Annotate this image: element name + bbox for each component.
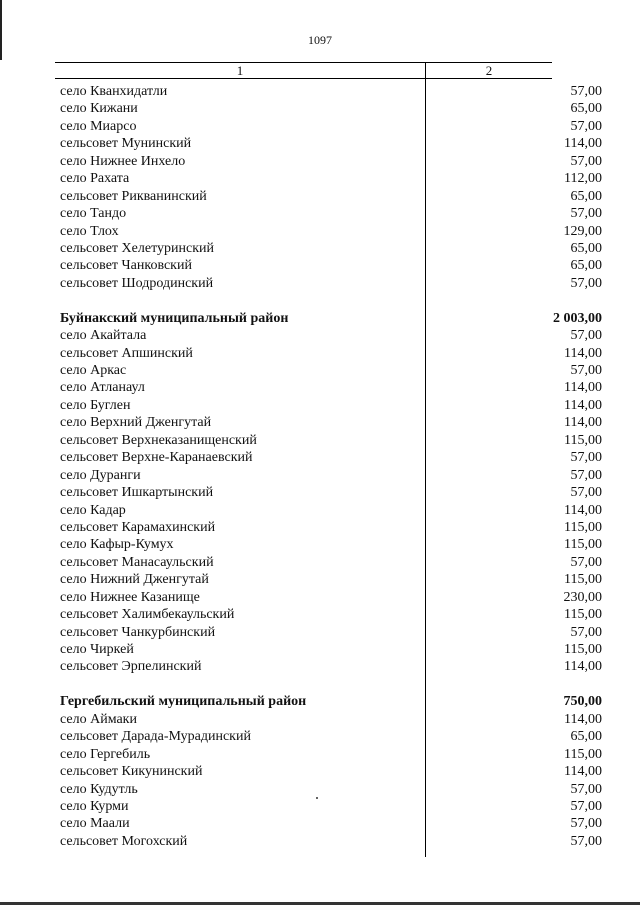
table-row bbox=[55, 519, 602, 536]
row-value: 57,00 bbox=[570, 816, 602, 832]
row-name: село Миарсо bbox=[60, 118, 137, 134]
table-row bbox=[55, 397, 602, 414]
row-name: село Аркас bbox=[60, 363, 127, 378]
row-name: сельсовет Дарада-Мурадинский bbox=[60, 729, 251, 745]
table-row bbox=[55, 711, 602, 728]
row-name: село Верхний Дженгутай bbox=[60, 415, 212, 431]
row-name: село Тлох bbox=[60, 223, 119, 239]
row-value: 114,00 bbox=[564, 502, 602, 518]
row-value: 57,00 bbox=[570, 554, 602, 570]
row-value: 114,00 bbox=[564, 415, 602, 431]
table-row bbox=[55, 763, 602, 780]
row-value: 57,00 bbox=[570, 153, 602, 169]
row-name: сельсовет Чанковский bbox=[60, 258, 192, 274]
table-row bbox=[55, 467, 602, 484]
table-row bbox=[55, 379, 602, 396]
table-row bbox=[55, 624, 602, 641]
row-name: сельсовет Карамахинский bbox=[60, 519, 216, 535]
table-row bbox=[55, 275, 602, 292]
row-value: 57,00 bbox=[570, 798, 602, 814]
district-total-row bbox=[55, 693, 602, 710]
row-name: сельсовет Эрпелинский bbox=[60, 659, 202, 675]
row-name: сельсовет Хелетуринский bbox=[60, 240, 214, 256]
row-name: село Аймаки bbox=[60, 711, 137, 727]
row-value: 114,00 bbox=[564, 659, 602, 675]
table-row bbox=[55, 554, 602, 571]
table-spacer-row bbox=[55, 676, 552, 693]
table-row bbox=[55, 153, 602, 170]
row-value: 65,00 bbox=[570, 729, 602, 745]
row-value: 57,00 bbox=[570, 206, 602, 222]
row-name: село Кижани bbox=[60, 101, 138, 117]
row-value: 115,00 bbox=[564, 572, 602, 588]
table-row bbox=[55, 205, 602, 222]
table-row bbox=[55, 432, 602, 449]
row-value: 57,00 bbox=[570, 363, 602, 378]
row-value: 750,00 bbox=[563, 694, 602, 710]
scan-speck bbox=[316, 797, 318, 799]
table-row bbox=[55, 641, 602, 658]
row-value: 57,00 bbox=[570, 275, 602, 291]
table-row bbox=[55, 589, 602, 606]
row-name: село Нижнее Казанище bbox=[60, 589, 200, 605]
table-row bbox=[55, 345, 602, 362]
row-name: село Нижний Дженгутай bbox=[60, 572, 209, 588]
row-name: Буйнакский муниципальный район bbox=[60, 310, 289, 326]
table-row bbox=[55, 606, 602, 623]
table-row bbox=[55, 815, 602, 832]
row-name: село Атланаул bbox=[60, 380, 145, 396]
row-name: сельсовет Апшинский bbox=[60, 345, 193, 361]
row-value: 57,00 bbox=[570, 467, 602, 483]
row-name: сельсовет Рикванинский bbox=[60, 188, 207, 204]
row-value: 115,00 bbox=[564, 537, 602, 553]
column-header-1: 1 bbox=[236, 63, 244, 78]
allocation-table bbox=[55, 62, 602, 857]
table-row bbox=[55, 484, 602, 501]
table-row bbox=[55, 257, 602, 274]
row-name: село Кадар bbox=[60, 502, 126, 518]
row-name: сельсовет Верхне-Каранаевский bbox=[60, 450, 253, 466]
table-row bbox=[55, 188, 602, 205]
table-row bbox=[55, 746, 602, 763]
row-name: село Кудутль bbox=[60, 781, 138, 797]
page-number: 1097 bbox=[308, 33, 332, 47]
row-name: сельсовет Халимбекаульский bbox=[60, 607, 235, 623]
row-value: 65,00 bbox=[570, 258, 602, 274]
row-value: 114,00 bbox=[564, 136, 602, 152]
table-row bbox=[55, 728, 602, 745]
row-value: 65,00 bbox=[570, 101, 602, 117]
row-value: 57,00 bbox=[570, 328, 602, 344]
row-name: село Маали bbox=[60, 816, 130, 832]
row-value: 112,00 bbox=[564, 171, 602, 187]
row-name: село Курми bbox=[60, 798, 129, 814]
row-value: 57,00 bbox=[570, 450, 602, 466]
row-value: 57,00 bbox=[570, 118, 602, 134]
row-name: сельсовет Чанкурбинский bbox=[60, 624, 216, 640]
table-row bbox=[55, 414, 602, 431]
row-value: 114,00 bbox=[564, 711, 602, 727]
row-value: 57,00 bbox=[570, 781, 602, 797]
row-name: сельсовет Верхнеказанищенский bbox=[60, 432, 257, 448]
row-value: 57,00 bbox=[570, 624, 602, 640]
row-value: 114,00 bbox=[564, 764, 602, 780]
row-name: село Нижнее Инхело bbox=[60, 153, 186, 169]
row-value: 57,00 bbox=[570, 485, 602, 501]
row-name: сельсовет Шодродинский bbox=[60, 275, 214, 291]
row-name: сельсовет Могохский bbox=[60, 833, 188, 849]
row-name: сельсовет Манасаульский bbox=[60, 554, 214, 570]
row-value: 115,00 bbox=[564, 607, 602, 623]
district-total-row bbox=[55, 310, 602, 327]
row-value: 129,00 bbox=[563, 223, 602, 239]
table-row bbox=[55, 362, 602, 379]
row-value: 57,00 bbox=[570, 833, 602, 849]
row-value: 115,00 bbox=[564, 519, 602, 535]
row-name: село Чиркей bbox=[60, 642, 134, 657]
row-name: село Буглен bbox=[60, 397, 131, 413]
table-row bbox=[55, 118, 602, 135]
table-row bbox=[55, 781, 602, 798]
table-row bbox=[55, 833, 602, 850]
table-row bbox=[55, 536, 602, 553]
row-name: село Акайтала bbox=[60, 328, 147, 344]
row-name: село Гергебиль bbox=[60, 746, 151, 762]
table-row bbox=[55, 798, 602, 815]
row-name: село Кванхидатли bbox=[60, 84, 168, 99]
row-name: Гергебильский муниципальный район bbox=[60, 694, 307, 710]
table-row bbox=[55, 100, 602, 117]
row-value: 57,00 bbox=[570, 84, 602, 99]
row-name: село Дуранги bbox=[60, 467, 141, 483]
table-header-rule bbox=[55, 78, 552, 79]
row-value: 2 003,00 bbox=[553, 310, 602, 326]
row-name: сельсовет Ишкартынский bbox=[60, 485, 214, 501]
row-value: 114,00 bbox=[564, 380, 602, 396]
table-row bbox=[55, 502, 602, 519]
table-row bbox=[55, 240, 602, 257]
table-row bbox=[55, 658, 602, 675]
row-name: сельсовет Кикунинский bbox=[60, 764, 203, 780]
row-name: село Рахата bbox=[60, 171, 130, 187]
table-spacer-row bbox=[55, 292, 552, 309]
row-value: 114,00 bbox=[564, 345, 602, 361]
row-name: сельсовет Мунинский bbox=[60, 136, 192, 152]
row-name: село Тандо bbox=[60, 206, 127, 222]
table-row bbox=[55, 223, 602, 240]
table-row bbox=[55, 449, 602, 466]
row-value: 115,00 bbox=[564, 746, 602, 762]
table-row bbox=[55, 170, 602, 187]
row-value: 115,00 bbox=[564, 432, 602, 448]
table-row bbox=[55, 571, 602, 588]
column-header-2: 2 bbox=[485, 63, 493, 78]
row-name: село Кафыр-Кумух bbox=[60, 537, 174, 553]
row-value: 115,00 bbox=[564, 642, 602, 657]
table-row bbox=[55, 135, 602, 152]
row-value: 114,00 bbox=[564, 397, 602, 413]
row-value: 65,00 bbox=[570, 240, 602, 256]
table-body bbox=[55, 83, 602, 850]
table-row bbox=[55, 327, 602, 344]
table-row bbox=[55, 83, 602, 100]
row-value: 230,00 bbox=[563, 589, 602, 605]
row-value: 65,00 bbox=[570, 188, 602, 204]
scan-edge-left bbox=[0, 0, 2, 60]
